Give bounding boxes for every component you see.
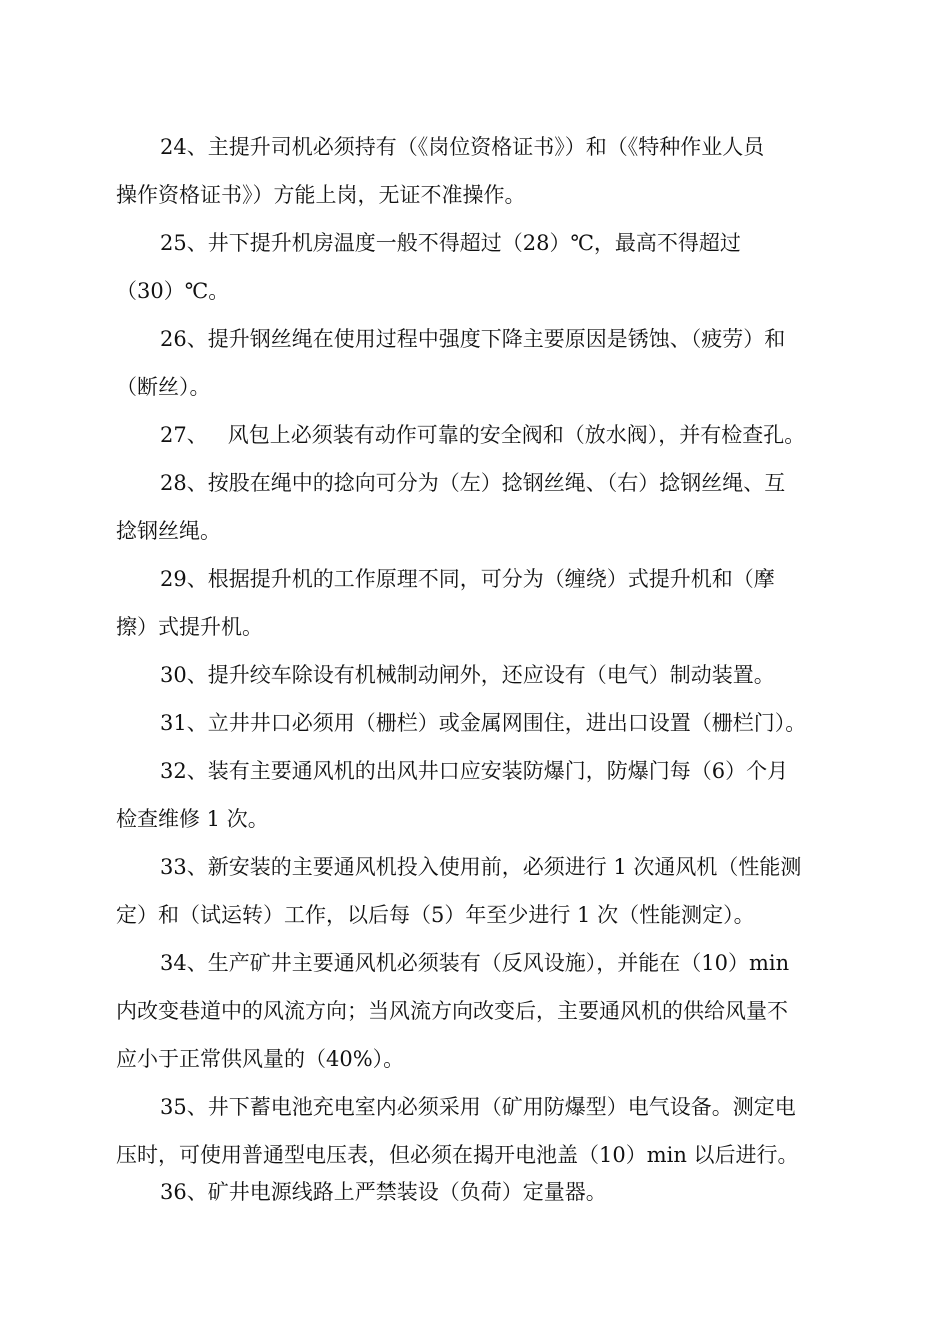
item-29-line-1: 29、根据提升机的工作原理不同，可分为（缠绕）式提升机和（摩 bbox=[160, 567, 775, 591]
item-24-line-1: 24、主提升司机必须持有（《岗位资格证书》）和（《特种作业人员 bbox=[160, 135, 765, 159]
item-35-line-1: 35、井下蓄电池充电室内必须采用（矿用防爆型）电气设备。测定电 bbox=[160, 1095, 796, 1119]
item-30-line-1: 30、提升绞车除设有机械制动闸外，还应设有（电气）制动装置。 bbox=[160, 663, 775, 687]
item-24-line-2: 操作资格证书》）方能上岗，无证不准操作。 bbox=[116, 183, 526, 207]
item-28-line-2: 捻钢丝绳。 bbox=[116, 519, 221, 543]
item-32-line-2: 检查维修 1 次。 bbox=[116, 807, 269, 831]
item-26-line-1: 26、提升钢丝绳在使用过程中强度下降主要原因是锈蚀、（疲劳）和 bbox=[160, 327, 786, 351]
item-25-line-2: （30）℃。 bbox=[116, 279, 230, 303]
item-32-line-1: 32、装有主要通风机的出风井口应安装防爆门，防爆门每（6）个月 bbox=[160, 759, 789, 783]
item-25-line-1: 25、井下提升机房温度一般不得超过（28）℃，最高不得超过 bbox=[160, 231, 741, 255]
item-31-line-1: 31、立井井口必须用（栅栏）或金属网围住，进出口设置（栅栏门）。 bbox=[160, 711, 807, 735]
item-26-line-2: （断丝）。 bbox=[116, 375, 211, 399]
item-34-line-2: 内改变巷道中的风流方向；当风流方向改变后，主要通风机的供给风量不 bbox=[116, 999, 788, 1023]
item-28-line-1: 28、按股在绳中的捻向可分为（左）捻钢丝绳、（右）捻钢丝绳、互 bbox=[160, 471, 786, 495]
item-36-line-1: 36、矿井电源线路上严禁装设（负荷）定量器。 bbox=[160, 1180, 607, 1204]
item-34-line-1: 34、生产矿井主要通风机必须装有（反风设施），并能在（10）min bbox=[160, 951, 790, 975]
item-34-line-3: 应小于正常供风量的（40%）。 bbox=[116, 1047, 405, 1071]
item-33-line-1: 33、新安装的主要通风机投入使用前，必须进行 1 次通风机（性能测 bbox=[160, 855, 802, 879]
item-33-line-2: 定）和（试运转）工作，以后每（5）年至少进行 1 次（性能测定）。 bbox=[116, 903, 755, 927]
item-35-line-2: 压时，可使用普通型电压表，但必须在揭开电池盖（10）min 以后进行。 bbox=[116, 1143, 799, 1167]
item-27-line-1: 27、 风包上必须装有动作可靠的安全阀和（放水阀），并有检查孔。 bbox=[160, 423, 806, 447]
item-29-line-2: 擦）式提升机。 bbox=[116, 615, 263, 639]
